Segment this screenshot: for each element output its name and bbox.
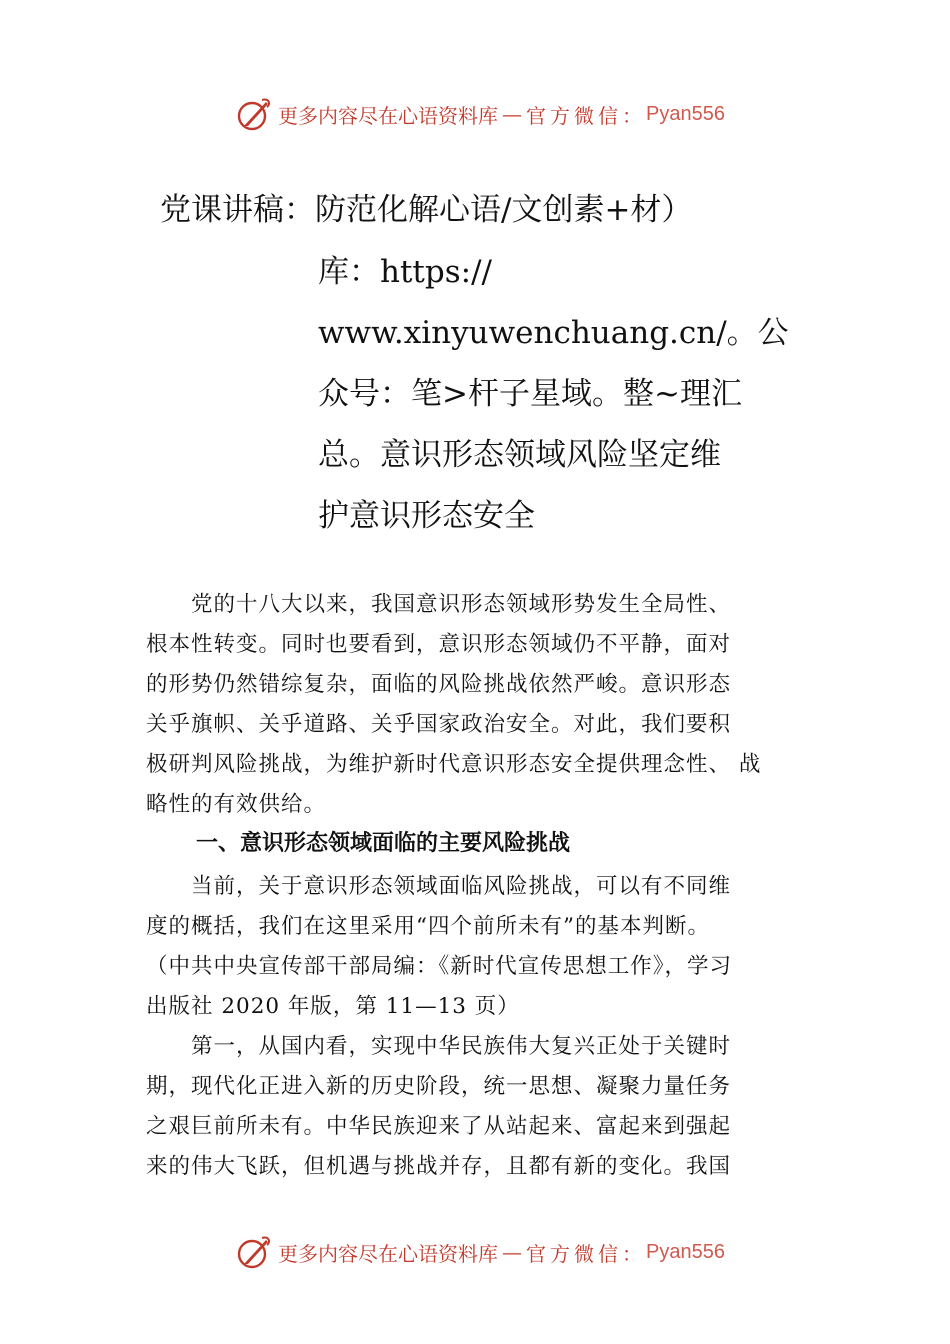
document-title-line: 库：https://	[318, 254, 492, 290]
banner-wechat-id: Pyan556	[646, 1240, 725, 1263]
document-title-line: 总。意识形态领域风险坚定维	[318, 437, 721, 473]
body-text-line: 根本性转变。同时也要看到，意识形态领域仍不平静，面对	[146, 632, 732, 657]
banner-brand-text: 更多内容尽在心语资料库	[278, 1241, 498, 1266]
body-text-line: 关乎旗帜、关乎道路、关乎国家政治安全。对此，我们要积	[146, 712, 732, 737]
banner-brand-text: 更多内容尽在心语资料库	[278, 103, 498, 128]
document-title-line: 党课讲稿：防范化解心语/文创素+材）	[160, 192, 693, 228]
banner-wechat-id: Pyan556	[646, 102, 725, 125]
body-text-line: 之艰巨前所未有。中华民族迎来了从站起来、富起来到强起	[146, 1114, 732, 1139]
section-heading: 一、意识形态领域面临的主要风险挑战	[196, 831, 571, 856]
quill-logo-icon	[236, 1234, 272, 1270]
banner-separator: —	[502, 1240, 522, 1264]
banner-official-label: 官方微信：	[526, 103, 646, 128]
body-text-line: 的形势仍然错综复杂，面临的风险挑战依然严峻。意识形态	[146, 672, 732, 697]
body-text-line: 略性的有效供给。	[146, 792, 327, 817]
body-text-line: 度的概括，我们在这里采用“四个前所未有”的基本判断。	[146, 914, 710, 939]
footer-banner	[236, 1232, 725, 1272]
body-text-line: 党的十八大以来，我国意识形态领域形势发生全局性、	[146, 592, 732, 617]
header-banner	[236, 94, 725, 134]
banner-separator: —	[502, 102, 522, 126]
document-title-line: www.xinyuwenchuang.cn/。公	[318, 315, 789, 351]
body-text-line: （中共中央宣传部干部局编：《新时代宣传思想工作》，学习	[146, 954, 733, 979]
body-text-line: 当前，关于意识形态领域面临风险挑战，可以有不同维	[146, 874, 732, 899]
document-title-line: 护意识形态安全	[318, 498, 535, 534]
body-text-line: 出版社 2020 年版，第 11—13 页）	[146, 994, 520, 1019]
quill-logo-icon	[236, 96, 272, 132]
body-text-line: 第一，从国内看，实现中华民族伟大复兴正处于关键时	[146, 1034, 732, 1059]
body-text-line: 期，现代化正进入新的历史阶段，统一思想、凝聚力量任务	[146, 1074, 732, 1099]
document-title-line: 众号：笔>杆子星域。整~理汇	[318, 376, 742, 412]
banner-official-label: 官方微信：	[526, 1241, 646, 1266]
body-text-line: 来的伟大飞跃，但机遇与挑战并存，且都有新的变化。我国	[146, 1154, 732, 1179]
body-text-line: 极研判风险挑战，为维护新时代意识形态安全提供理念性、 战	[146, 752, 762, 777]
